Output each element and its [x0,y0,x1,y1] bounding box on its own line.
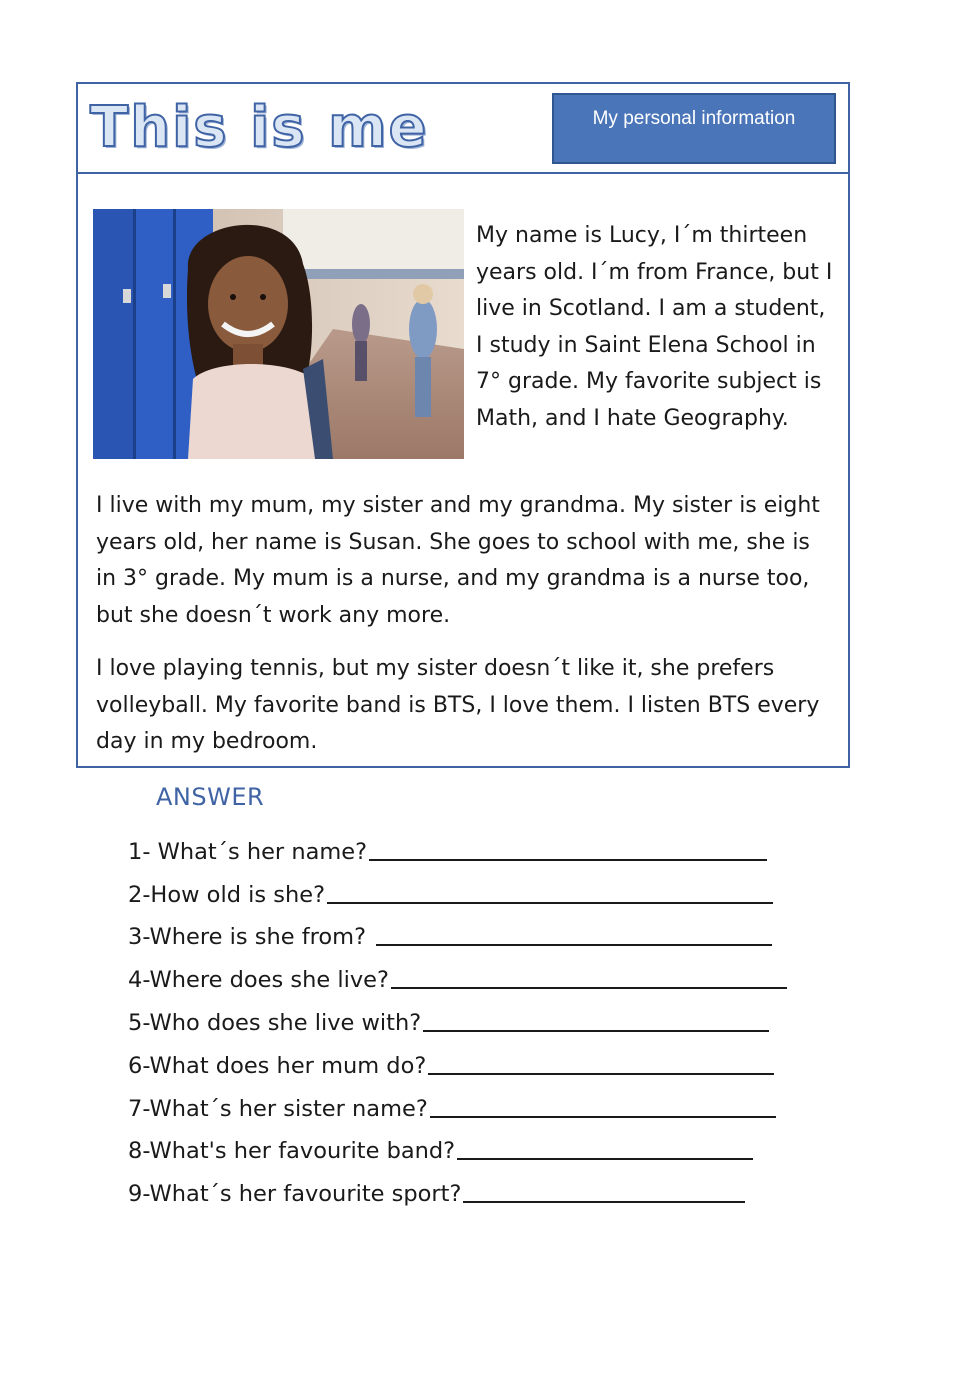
question-text: 4-Where does she live? [128,967,389,994]
question-item [128,1124,828,1167]
page-title: This is me [90,95,429,160]
answer-line[interactable] [430,1115,776,1118]
question-item [128,995,828,1038]
question-item [128,1038,828,1081]
answer-line[interactable] [391,986,787,989]
question-text: 9-What´s her favourite sport? [128,1181,462,1208]
intro-paragraph: My name is Lucy, I´m thirteen years old. I´m from France, but I live in Scotland. I am a student, I study in Saint Elena School in 7° grade. My favorite subject is Math, and I hate Geography. [476,223,833,431]
question-text: 5-Who does she live with? [128,1009,422,1036]
hobbies-paragraph: I love playing tennis, but my sister doesn´t like it, she prefers volleyball. My favorite band is BTS, I love them. I listen BTS every day in my bedroom. [96,656,820,754]
question-text: 8-What's her favourite band? [128,1138,456,1165]
section-badge: My personal information [552,93,836,164]
question-text: 7-What´s her sister name? [128,1095,428,1122]
question-text: 1- What´s her name? [128,838,368,865]
question-list [128,824,828,1209]
question-item [128,824,828,867]
reading-box [76,174,850,768]
question-item [128,867,828,910]
question-text: 3-Where is she from? [128,924,367,951]
answer-line[interactable] [369,858,767,861]
question-item [128,952,828,995]
answer-line[interactable] [423,1029,769,1032]
answer-line[interactable] [327,901,773,904]
question-text: 6-What does her mum do? [128,1052,427,1079]
answer-line[interactable] [376,943,772,946]
question-item [128,1081,828,1124]
question-item [128,910,828,953]
question-item [128,1166,828,1209]
header-box [76,82,850,174]
family-paragraph: I live with my mum, my sister and my grandma. My sister is eight years old, her name is Susan. She goes to school with me, she is in 3° grade. My mum is a nurse, and my grandma is a nurse too, but she doesn´t work any more. [96,493,820,628]
student-photo [93,209,464,459]
question-text: 2-How old is she? [128,881,326,908]
answer-line[interactable] [428,1072,774,1075]
answer-line[interactable] [457,1157,753,1160]
answer-heading: ANSWER [156,783,265,811]
answer-line[interactable] [463,1200,745,1203]
